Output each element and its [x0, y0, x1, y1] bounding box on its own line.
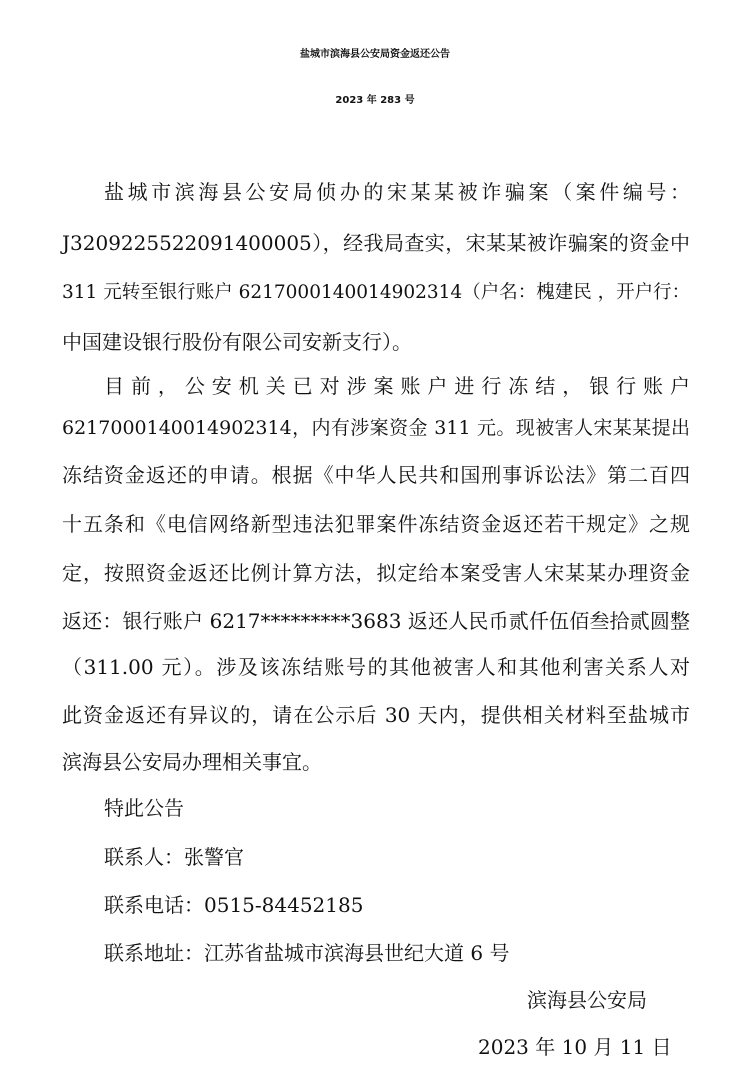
paragraph-1-line-3: 311 元转至银行账户 6217000140014902314（户名：槐建民 ，开户行： — [62, 282, 691, 303]
issue-date: 2023 年 10 月 11 日 — [478, 1035, 672, 1059]
paragraph-2-line-3: 冻结资金返还的申请。根据《中华人民共和国刑事诉讼法》第二百四 — [62, 463, 690, 487]
paragraph-2-line-5: 定，按照资金返还比例计算方法，拟定给本案受害人宋某某办理资金 — [62, 561, 690, 585]
document-title: 盐城市滨海县公安局资金返还公告 — [300, 49, 450, 60]
paragraph-2-line-4: 十五条和《电信网络新型违法犯罪案件冻结资金返还若干规定》之规 — [62, 512, 690, 536]
closing-text: 特此公告 — [104, 796, 184, 820]
paragraph-1-line-2: J3209225522091400005），经我局查实，宋某某被诈骗案的资金中 — [62, 231, 690, 255]
paragraph-2-line-9: 滨海县公安局办理相关事宜。 — [62, 750, 322, 774]
contact-address: 联系地址：江苏省盐城市滨海县世纪大道 6 号 — [104, 941, 510, 965]
paragraph-1-line-4: 中国建设银行股份有限公司安新支行）。 — [62, 330, 412, 354]
paragraph-2-line-8: 此资金返还有异议的，请在公示后 30 天内，提供相关材料至盐城市 — [62, 703, 690, 727]
contact-phone: 联系电话：0515-84452185 — [104, 893, 364, 917]
paragraph-2-line-7: （311.00 元）。涉及该冻结账号的其他被害人和其他利害关系人对 — [62, 655, 690, 679]
paragraph-2-line-1: 目前，公安机关已对涉案账户进行冻结，银行账户 — [104, 374, 690, 398]
paragraph-2-line-6: 返还：银行账户 6217*********3683 返还人民币贰仟伍佰叁拾贰圆整 — [62, 609, 690, 633]
issuer-name: 滨海县公安局 — [527, 988, 647, 1012]
document-number: 2023 年 283 号 — [335, 95, 415, 106]
contact-person: 联系人：张警官 — [104, 845, 244, 869]
paragraph-2-line-2: 6217000140014902314，内有涉案资金 311 元。现被害人宋某某提出 — [62, 417, 690, 439]
paragraph-1-line-1: 盐城市滨海县公安局侦办的宋某某被诈骗案（案件编号： — [104, 180, 690, 204]
